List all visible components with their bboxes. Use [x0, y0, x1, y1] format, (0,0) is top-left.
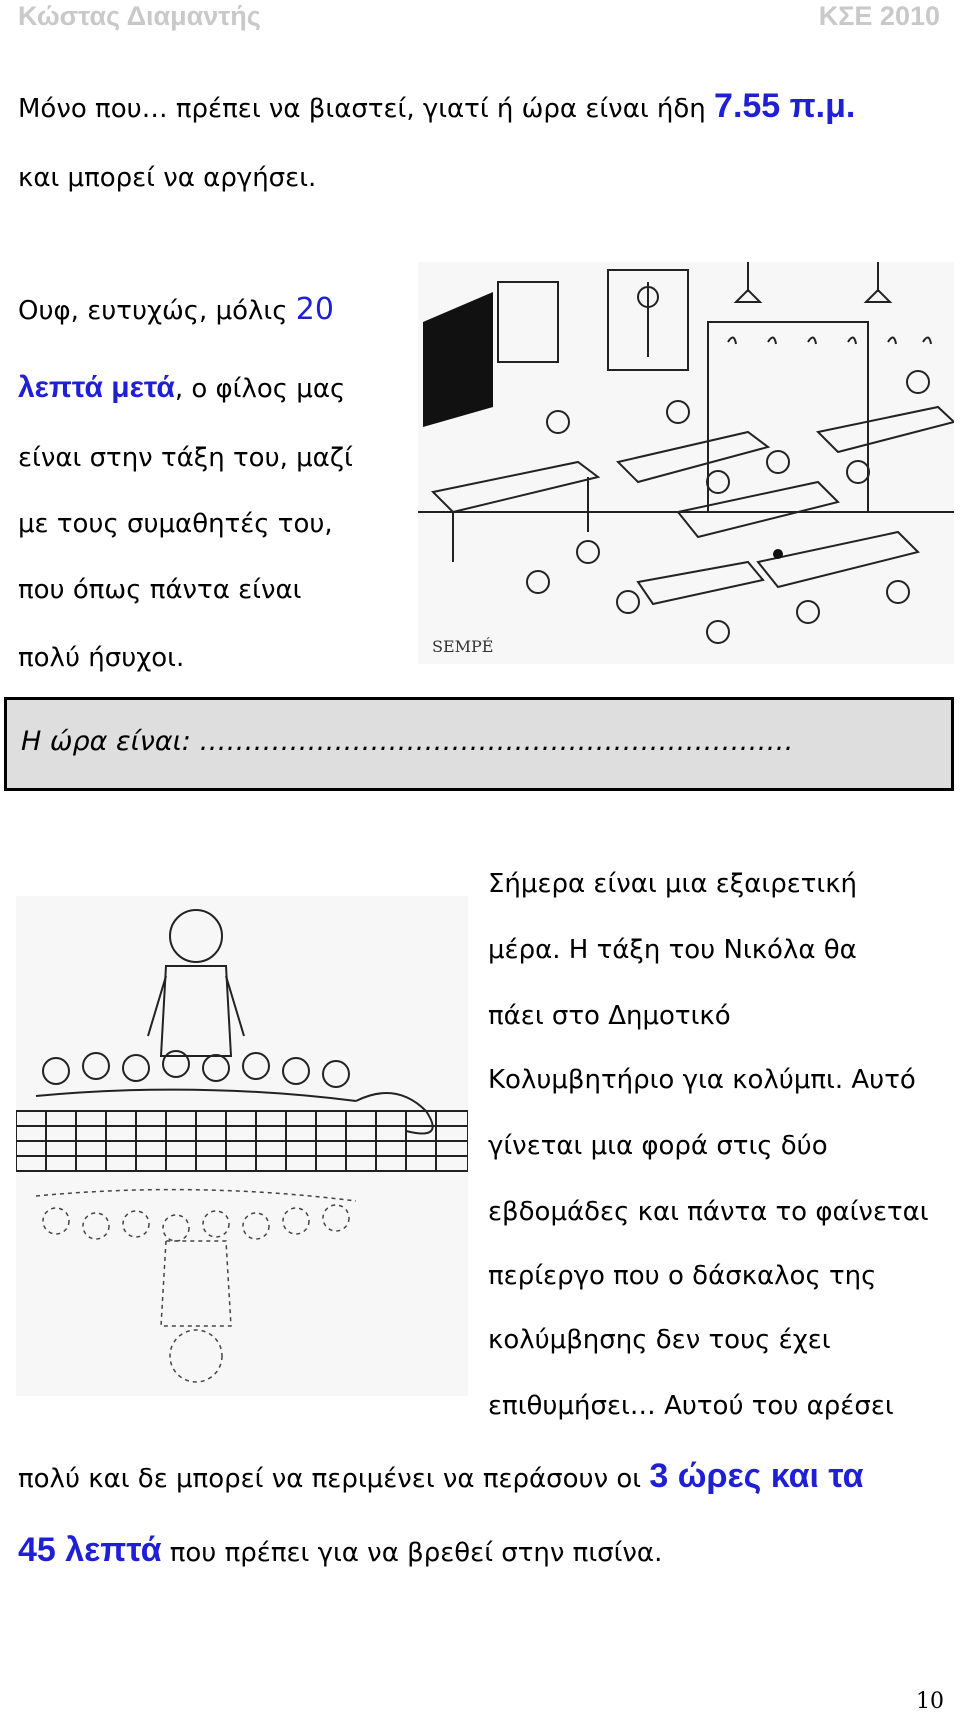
- para3-final1-text: πολύ και δε μπορεί να περιμένει να περάσουν οι: [18, 1464, 650, 1494]
- pool-drawing: [16, 896, 468, 1396]
- instructor-body: [161, 966, 231, 1056]
- answer-box: [4, 697, 954, 791]
- para2-line4: με τους συμαθητές του,: [18, 509, 333, 539]
- para3-final-line2: [18, 1532, 662, 1571]
- course-code-header: ΚΣΕ 2010: [818, 1, 940, 31]
- teacher-desk: [433, 462, 598, 512]
- para3-line3: πάει στο Δημοτικό: [488, 1001, 731, 1031]
- page-number: 10: [916, 1689, 944, 1714]
- para2-line6: πολύ ήσυχοι.: [18, 643, 185, 673]
- classroom-illustration: [418, 262, 954, 664]
- minutes-number: 20: [295, 292, 334, 327]
- time-highlight: 7.55 π.μ.: [714, 87, 856, 125]
- minutes-later-highlight: λεπτά μετά: [18, 371, 175, 404]
- para3-line8: κολύμβησης δεν τους έχει: [488, 1325, 831, 1355]
- para2-line2-text: , ο φίλος μας: [174, 374, 346, 404]
- para3-line1: Σήμερα είναι μια εξαιρετική: [488, 869, 858, 899]
- para3-final2-text: που πρέπει για να βρεθεί στην πισίνα.: [161, 1538, 663, 1568]
- author-header: Κώστας Διαμαντής: [18, 1, 261, 31]
- para2-line1-text: Ουφ, ευτυχώς, μόλις: [18, 296, 296, 326]
- minutes-highlight: 45 λεπτά: [18, 1531, 162, 1569]
- answer-field[interactable]: [21, 724, 793, 760]
- para2-line3: είναι στην τάξη του, μαζί: [18, 443, 353, 473]
- para3-line5: γίνεται μια φορά στις δύο: [488, 1131, 828, 1161]
- hours-highlight: 3 ώρες και τα: [649, 1457, 864, 1495]
- blackboard: [423, 292, 493, 427]
- para1-line2: και μπορεί να αργήσει.: [18, 163, 317, 193]
- para3-line7: περίεργο που ο δάσκαλος της: [488, 1261, 877, 1291]
- answer-dots: …………………………………………………………: [199, 726, 794, 757]
- water-reflection: [36, 1190, 356, 1382]
- wall-chart: [498, 282, 558, 362]
- instructor-head: [170, 910, 222, 962]
- para2-line1: [18, 292, 334, 329]
- para3-final-line1: [18, 1458, 864, 1497]
- para3-line2: μέρα. Η τάξη του Νικόλα θα: [488, 935, 857, 965]
- artist-signature: SEMPÉ: [432, 637, 494, 656]
- answer-label: Η ώρα είναι:: [21, 726, 200, 757]
- swimming-pool-illustration: [16, 896, 468, 1396]
- para3-line9: επιθυμήσει… Αυτού του αρέσει: [488, 1391, 894, 1421]
- para3-line4: Κολυμβητήριο για κολύμπι. Αυτό: [488, 1065, 916, 1095]
- para2-line5: που όπως πάντα είναι: [18, 575, 302, 605]
- para3-line6: εβδομάδες και πάντα το φαίνεται: [488, 1197, 929, 1227]
- classroom-drawing: [418, 262, 954, 664]
- para1-line1-text: Μόνο που… πρέπει να βιαστεί, γιατί ή ώρα είναι ήδη: [18, 94, 715, 124]
- para1-line1: [18, 88, 855, 127]
- para2-line2: [18, 370, 345, 407]
- door: [708, 322, 868, 512]
